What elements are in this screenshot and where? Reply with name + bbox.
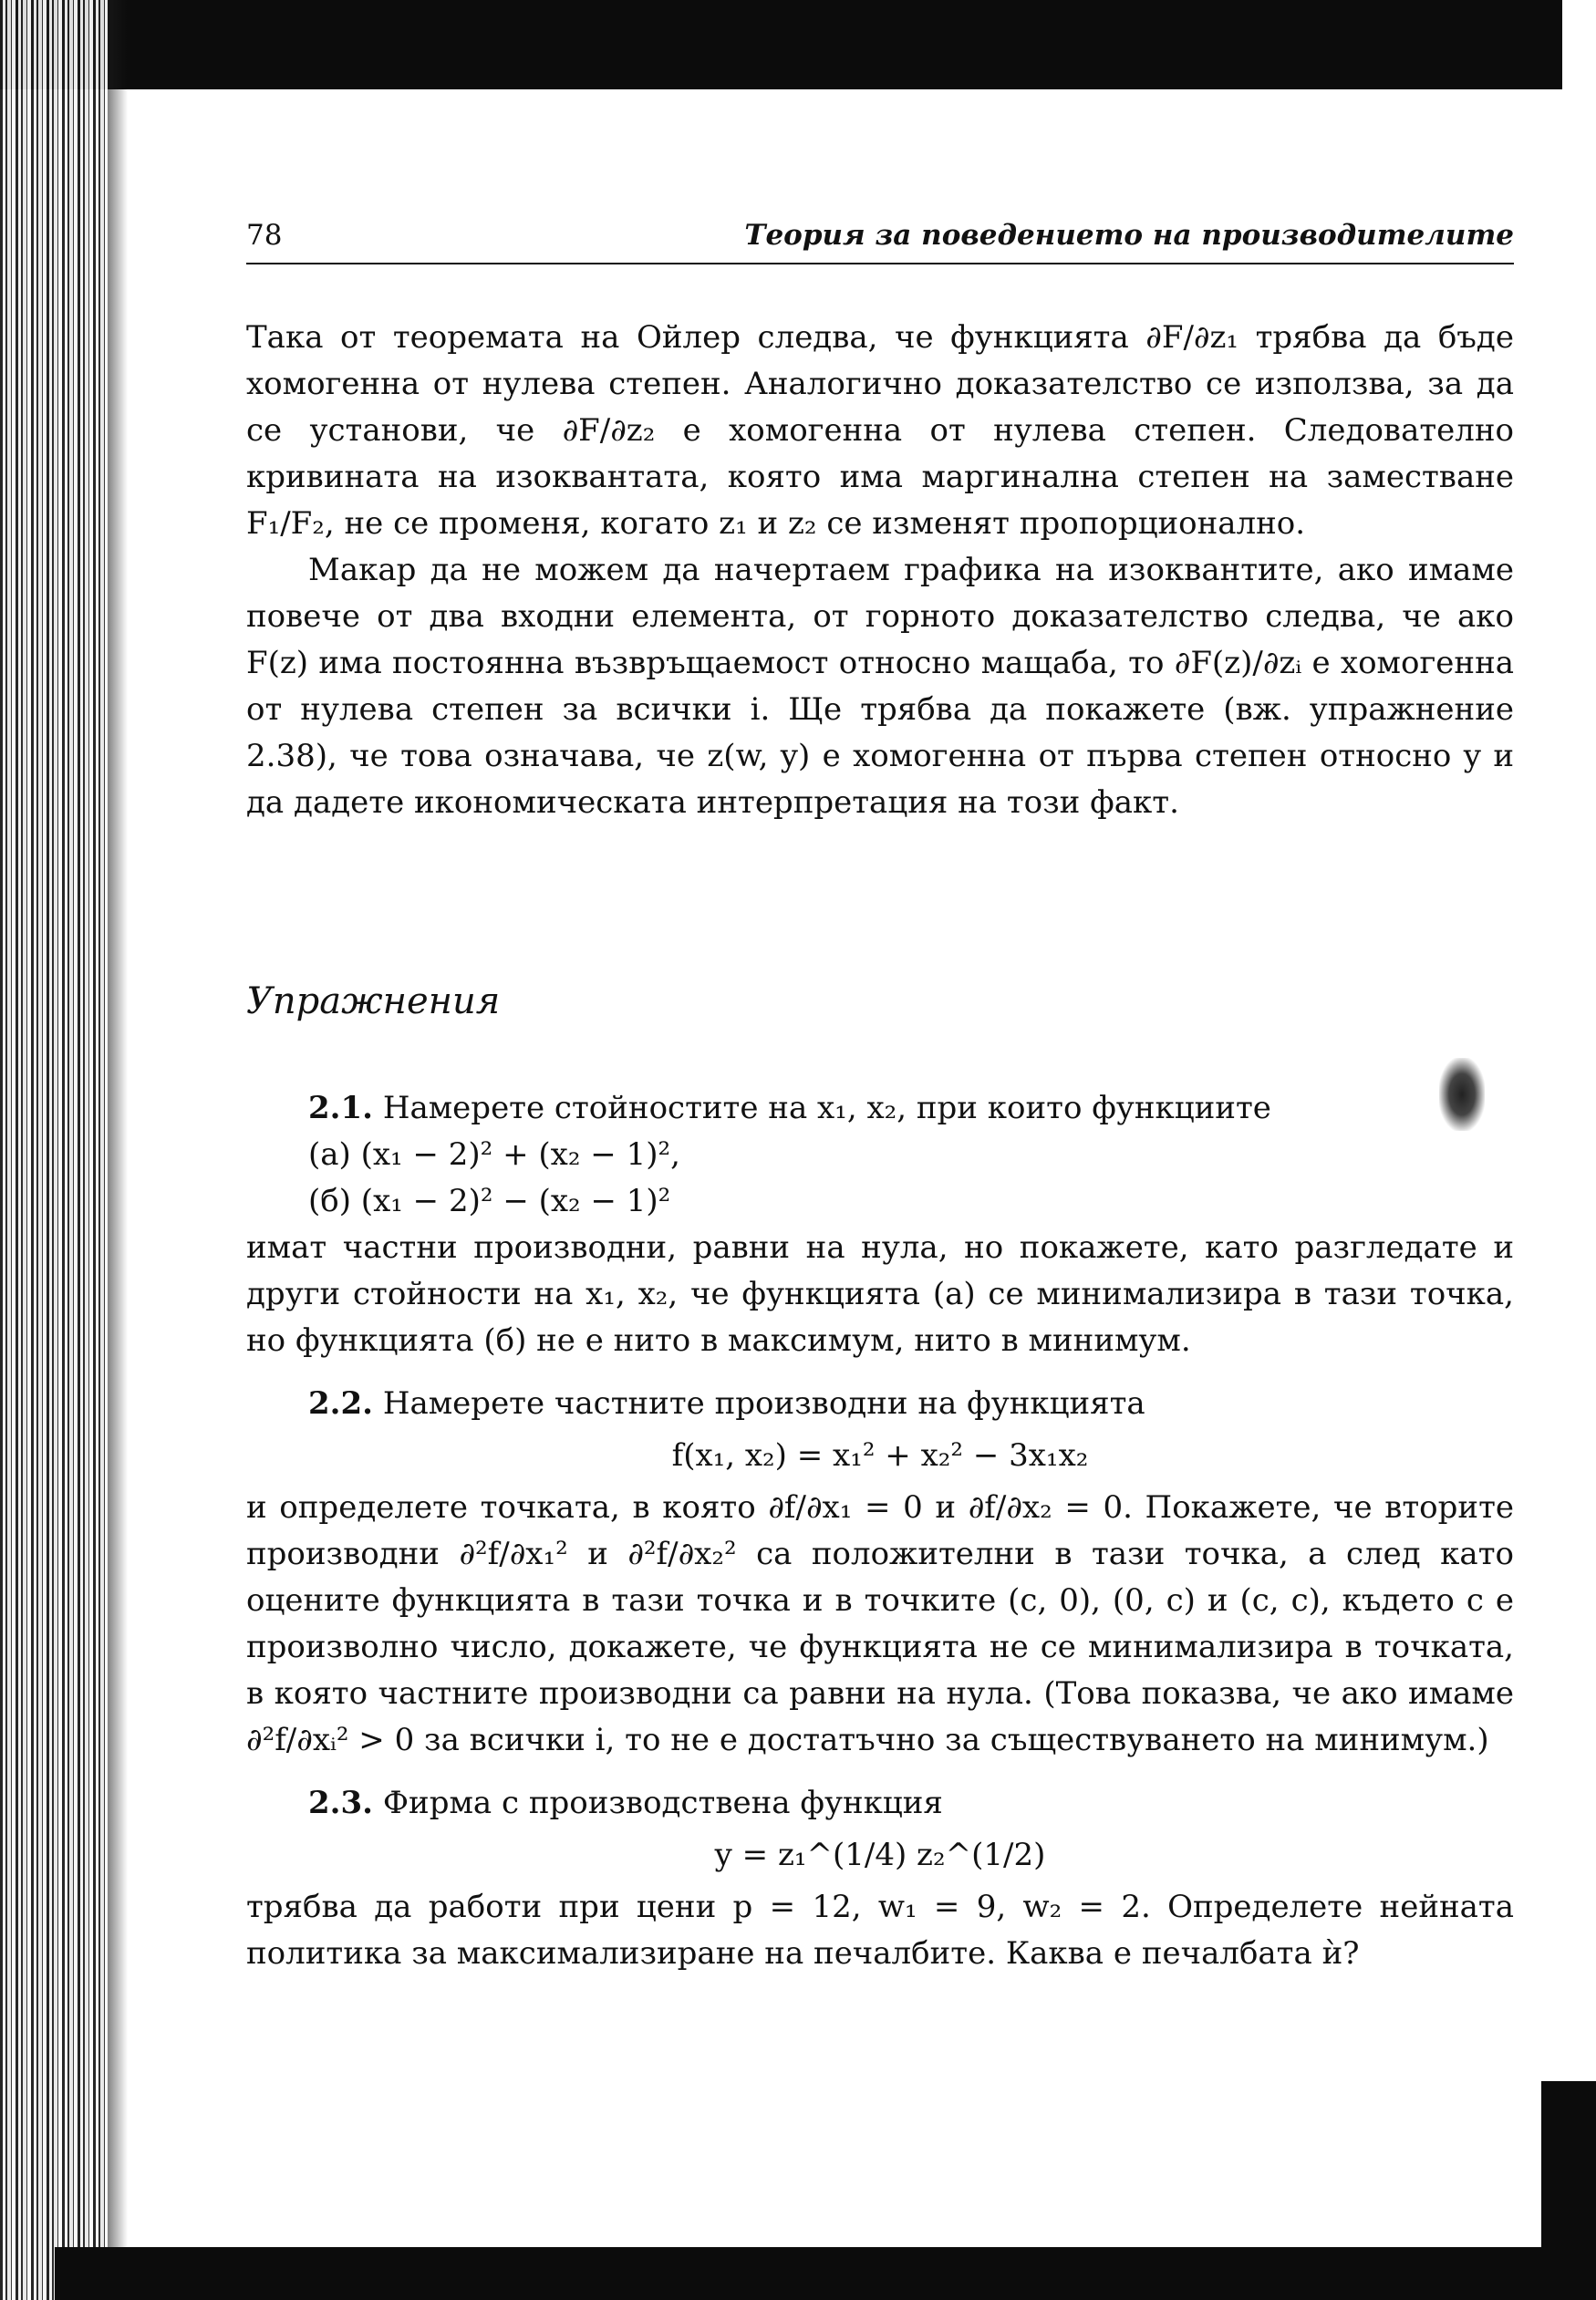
exercise-intro — [246, 1085, 1514, 1132]
scan-border-corner — [1541, 2081, 1596, 2300]
exercise-2-1 — [246, 1085, 1514, 1364]
exercises-block — [246, 1085, 1514, 1977]
section-heading: Упражнения — [246, 980, 501, 1022]
running-title: Теория за поведението на производителите — [744, 219, 1514, 252]
running-header — [246, 219, 1514, 264]
exercise-intro-text: Намерете стойностите на x₁, x₂, при които функциите — [382, 1090, 1271, 1126]
body-text-block — [246, 315, 1514, 826]
exercise-body: имат частни производни, равни на нула, но покажете, като разгледате и други стойности на x₁, x₂, че функцията (а) се минимализира в тази точка, но функцията (б) не е нито в максимум, нито в минимум. — [246, 1229, 1514, 1359]
exercise-intro — [246, 1780, 1514, 1827]
exercise-item-b: (б) (x₁ − 2)² − (x₂ − 1)² — [308, 1183, 671, 1219]
display-equation: f(x₁, x₂) = x₁² + x₂² − 3x₁x₂ — [671, 1437, 1089, 1474]
exercise-intro-text: Фирма с производствена функция — [382, 1785, 943, 1821]
scan-shadow-left — [108, 0, 128, 2300]
exercise-intro — [246, 1381, 1514, 1427]
exercise-item-a: (а) (x₁ − 2)² + (x₂ − 1)², — [308, 1136, 680, 1173]
exercise-body: и определете точката, в която ∂f/∂x₁ = 0 и ∂f/∂x₂ = 0. Покажете, че вторите производни ∂²f/∂x₁² и ∂²f/∂x₂² са положителни в тази точка, а след като оцените функцията в тази точка и в точките (c, 0), (0, c) и (c, c), където c е произволно число, докажете, че функцията не се минимализира в точката, в която частните производни са равни на нула. (Това показва, че ако имаме ∂²f/∂xᵢ² > 0 за всички i, то не е достатъчно за съществуването на минимум.) — [246, 1489, 1514, 1758]
exercise-2-3 — [246, 1780, 1514, 1977]
scan-border-left — [0, 0, 108, 2300]
exercise-label: 2.2. — [308, 1385, 373, 1422]
exercise-intro-text: Намерете частните производни на функцията — [382, 1385, 1145, 1422]
exercise-2-2 — [246, 1381, 1514, 1764]
scan-border-top — [0, 0, 1562, 89]
exercise-label: 2.1. — [308, 1090, 373, 1126]
paragraph-1: Така от теоремата на Ойлер следва, че функцията ∂F/∂z₁ трябва да бъде хомогенна от нулева степен. Аналогично доказателство се използва, за да се установи, че ∂F/∂z₂ е хомогенна от нулева степен. Следователно кривината на изоквантата, която има маргинална степен на заместване F₁/F₂, не се променя, когато z₁ и z₂ се изменят пропорционално. — [246, 319, 1514, 542]
exercise-label: 2.3. — [308, 1785, 373, 1821]
page-number: 78 — [246, 219, 283, 252]
display-equation: y = z₁^(1/4) z₂^(1/2) — [714, 1837, 1046, 1873]
scan-border-bottom — [55, 2247, 1596, 2300]
exercise-body: трябва да работи при цени p = 12, w₁ = 9, w₂ = 2. Определете нейната политика за максимализиране на печалбите. Каква е печалбата ѝ? — [246, 1889, 1514, 1972]
paragraph-2: Макар да не можем да начертаем графика на изоквантите, ако имаме повече от два входни елемента, от горното доказателство следва, че ако F(z) има постоянна възвръщаемост относно мащаба, то ∂F(z)/∂zᵢ е хомогенна от нулева степен за всички i. Ще трябва да покажете (вж. упражнение 2.38), че това означава, че z(w, y) е хомогенна от първа степен относно y и да дадете икономическата интерпретация на този факт. — [246, 552, 1514, 821]
